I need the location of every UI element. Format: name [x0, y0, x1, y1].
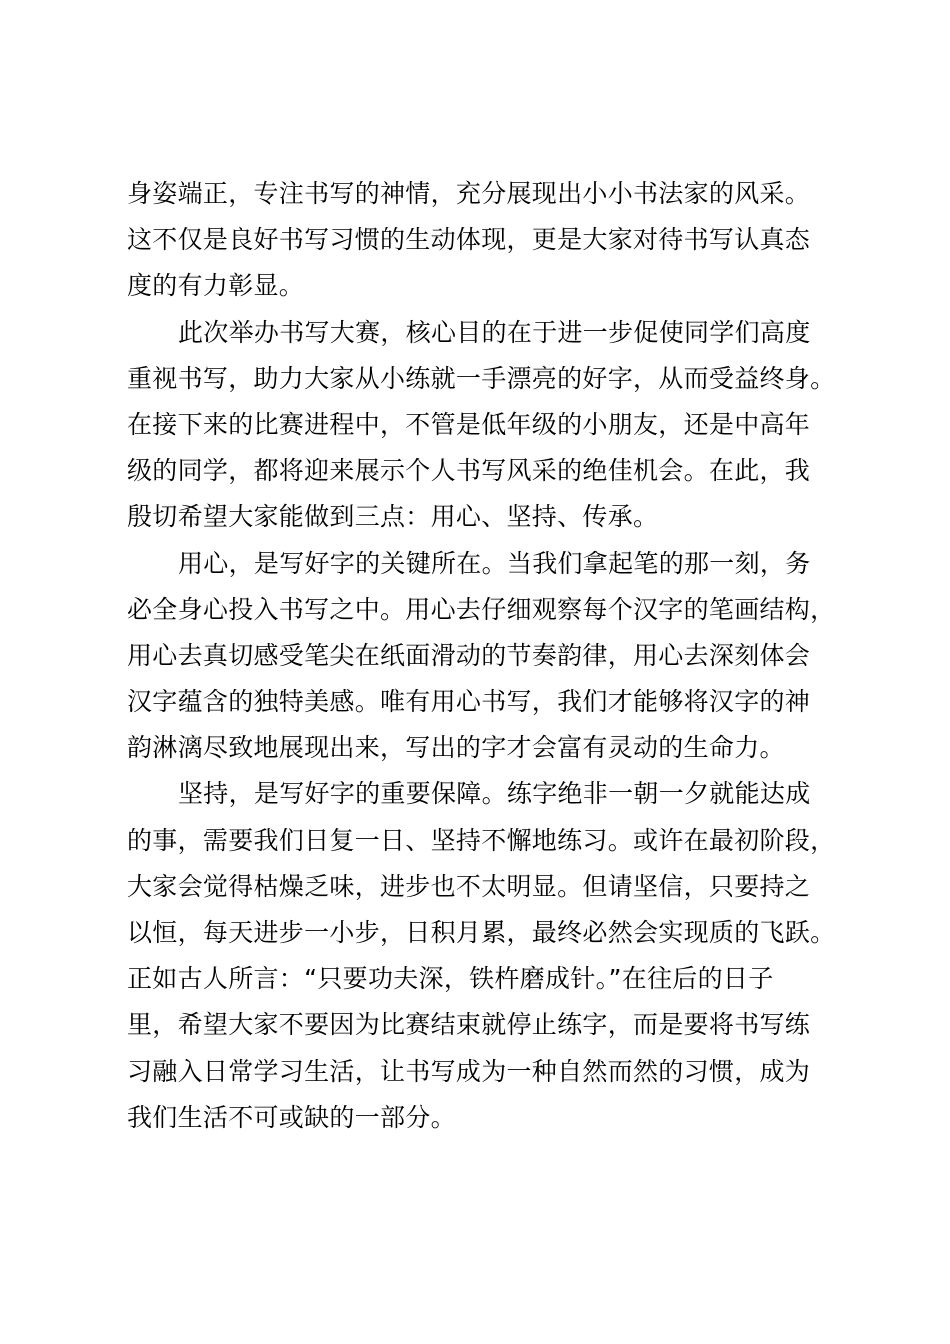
text-line: 习融入日常学习生活，让书写成为一种自然而然的习惯，成为	[127, 1056, 811, 1086]
text-line: 坚持，是写好字的重要保障。练字绝非一朝一夕就能达成	[178, 779, 811, 809]
text-line: 在接下来的比赛进程中，不管是低年级的小朋友，还是中高年	[127, 409, 811, 439]
text-line: 度的有力彰显。	[127, 271, 305, 301]
paragraph-persistence	[127, 771, 839, 1141]
text-line: 我们生活不可或缺的一部分。	[127, 1102, 456, 1132]
paragraph-attentiveness	[127, 541, 839, 772]
paragraph-continuation	[127, 171, 839, 310]
document-body	[127, 171, 839, 1141]
text-line: 必全身心投入书写之中。用心去仔细观察每个汉字的笔画结构，	[127, 594, 836, 624]
text-line: 以恒，每天进步一小步，日积月累，最终必然会实现质的飞跃。	[127, 918, 836, 947]
text-line: 此次举办书写大赛，核心目的在于进一步促使同学们高度	[178, 317, 811, 347]
text-line: 里，希望大家不要因为比赛结束就停止练字，而是要将书写练	[127, 1010, 811, 1040]
text-line: 身姿端正，专注书写的神情，充分展现出小小书法家的风采。	[127, 179, 811, 208]
text-line: 韵淋漓尽致地展现出来，写出的字才会富有灵动的生命力。	[127, 733, 785, 763]
text-line: 用心去真切感受笔尖在纸面滑动的节奏韵律，用心去深刻体会	[127, 640, 811, 670]
text-line: 大家会觉得枯燥乏味，进步也不太明显。但请坚信，只要持之	[127, 871, 811, 901]
text-line: 汉字蕴含的独特美感。唯有用心书写，我们才能够将汉字的神	[127, 687, 811, 717]
text-line: 的事，需要我们日复一日、坚持不懈地练习。或许在最初阶段，	[127, 825, 836, 855]
paragraph-competition-purpose	[127, 310, 839, 541]
text-line: 级的同学，都将迎来展示个人书写风采的绝佳机会。在此，我	[127, 456, 811, 486]
text-line: 用心，是写好字的关键所在。当我们拿起笔的那一刻，务	[178, 548, 811, 578]
text-line: 正如古人所言：“只要功夫深，铁杵磨成针。”在往后的日子	[127, 964, 774, 994]
text-line: 重视书写，助力大家从小练就一手漂亮的好字，从而受益终身。	[127, 363, 836, 393]
text-line: 这不仅是良好书写习惯的生动体现，更是大家对待书写认真态	[127, 225, 811, 255]
text-line: 殷切希望大家能做到三点：用心、坚持、传承。	[127, 502, 659, 532]
